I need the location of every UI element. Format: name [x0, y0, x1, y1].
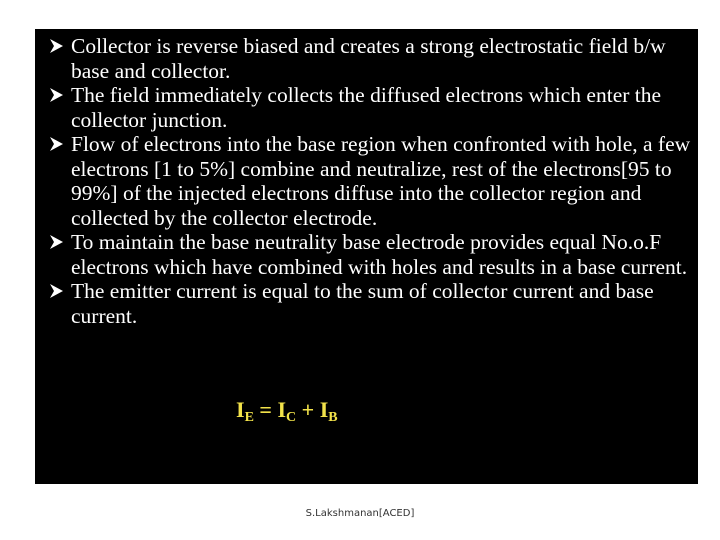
slide-content-box [35, 29, 698, 484]
bullet-item [47, 132, 697, 230]
bullet-text: The emitter current is equal to the sum of collector current and base current. [71, 279, 654, 328]
current-equation [236, 397, 338, 426]
bullet-text: Flow of electrons into the base region when confronted with hole, a few electrons [1 to 5%] combine and neutralize, rest of the electrons[95 to 99%] of the injected electrons diffuse into the collector region and collected by the collector electrode. [71, 132, 691, 230]
plus-sign: + [296, 397, 320, 422]
bullet-item [47, 279, 697, 328]
emitter-subscript: E [244, 410, 254, 425]
base-subscript: B [328, 410, 338, 425]
bullet-text: To maintain the base neutrality base electrode provides equal No.o.F electrons which have combined with holes and results in a base current. [71, 230, 688, 279]
arrow-bullet-icon [47, 83, 67, 107]
arrow-bullet-icon [47, 279, 67, 303]
slide-footer: S.Lakshmanan[ACED] [305, 508, 415, 519]
bullet-text: The field immediately collects the diffused electrons which enter the collector junction. [71, 83, 662, 132]
bullet-item [47, 34, 697, 83]
emitter-current-symbol: I [236, 397, 245, 422]
bullet-item [47, 230, 697, 279]
arrow-bullet-icon [47, 34, 67, 58]
bullet-list [47, 34, 697, 328]
bullet-text: Collector is reverse biased and creates a strong electrostatic field b/w base and collector. [71, 34, 666, 83]
base-current-symbol: I [319, 397, 329, 422]
arrow-bullet-icon [47, 230, 67, 254]
collector-subscript: C [286, 410, 297, 425]
equals-sign: = [253, 397, 278, 422]
arrow-bullet-icon [47, 132, 67, 156]
collector-current-symbol: I [277, 397, 287, 422]
bullet-item [47, 83, 697, 132]
